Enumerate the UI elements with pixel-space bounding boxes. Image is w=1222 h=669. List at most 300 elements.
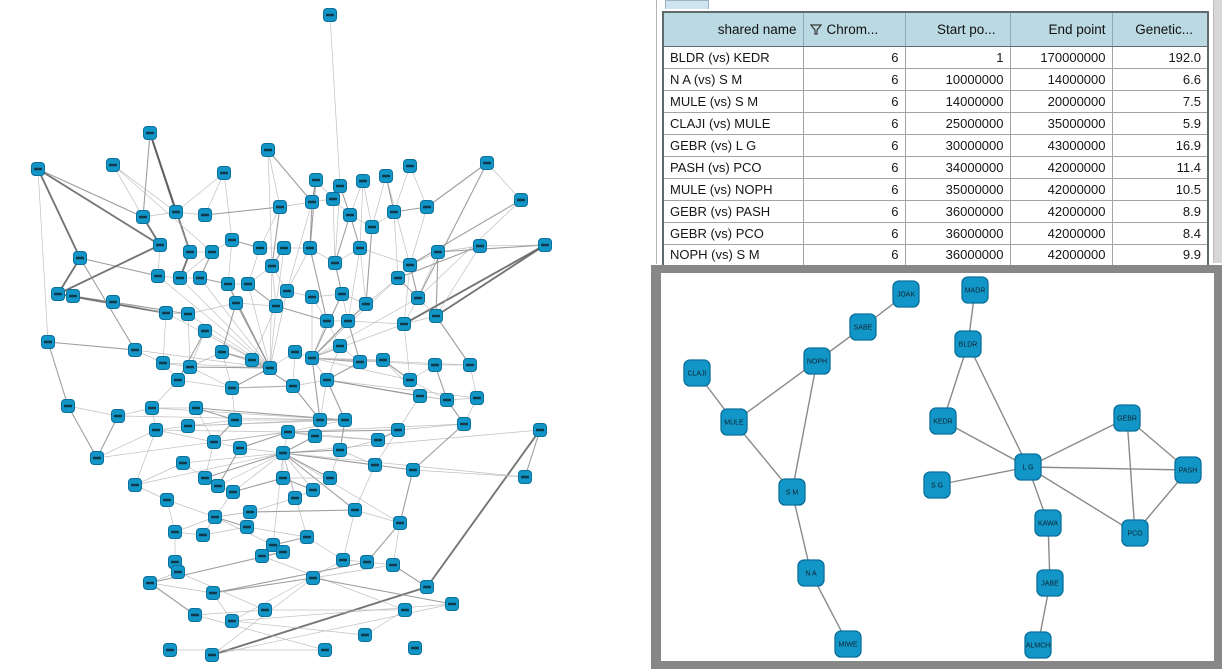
node-label-smudge [199,534,207,537]
network-node[interactable] [404,160,417,173]
network-node[interactable] [779,479,805,505]
network-node[interactable] [270,300,283,313]
table-cell[interactable]: GEBR (vs) PASH [663,200,803,222]
node-label-smudge [186,251,194,254]
node-label-smudge [279,452,287,455]
network-node[interactable] [412,292,425,305]
network-node[interactable] [458,418,471,431]
table-row[interactable] [663,156,1208,178]
network-node[interactable] [361,556,374,569]
network-node[interactable] [199,472,212,485]
table-cell[interactable]: 6 [803,222,905,244]
network-node[interactable] [161,494,174,507]
node-label-smudge [326,477,334,480]
network-node[interactable] [259,604,272,617]
network-node[interactable] [177,457,190,470]
network-node[interactable] [262,144,275,157]
network-node[interactable] [144,577,157,590]
network-node[interactable] [446,598,459,611]
node-label-smudge [346,214,354,217]
table-cell[interactable]: NOPH (vs) S M [663,244,803,266]
network-node[interactable] [234,442,247,455]
table-cell[interactable]: 34000000 [905,156,1010,178]
network-node[interactable] [154,239,167,252]
table-cell[interactable]: 30000000 [905,134,1010,156]
node-label-smudge [321,649,329,652]
network-node[interactable] [360,298,373,311]
node-label-smudge [303,536,311,539]
network-node[interactable] [227,486,240,499]
network-node[interactable] [310,174,323,187]
network-node[interactable] [1037,570,1063,596]
network-node[interactable] [481,157,494,170]
node-label-smudge [228,620,236,623]
panel-divider [656,0,657,264]
table-cell[interactable]: GEBR (vs) PCO [663,222,803,244]
node-label: SABE [853,324,873,332]
network-node[interactable] [144,127,157,140]
network-node[interactable] [344,209,357,222]
network-node[interactable] [62,400,75,413]
table-cell[interactable]: 35000000 [1010,112,1112,134]
node-label-smudge [163,499,171,502]
network-edge [48,342,68,406]
network-node[interactable] [107,159,120,172]
table-row[interactable] [663,200,1208,222]
network-node[interactable] [172,566,185,579]
node-label-smudge [269,544,277,547]
table-cell[interactable]: 36000000 [905,200,1010,222]
network-node[interactable] [137,211,150,224]
table-row[interactable] [663,68,1208,90]
network-node[interactable] [421,201,434,214]
table-cell[interactable]: 36000000 [905,244,1010,266]
network-node[interactable] [404,259,417,272]
column-header-label: Genetic... [1135,21,1193,37]
network-node[interactable] [321,374,334,387]
network-node[interactable] [190,402,203,415]
network-node[interactable] [329,257,342,270]
network-node[interactable] [392,424,405,437]
network-node[interactable] [1122,520,1148,546]
network-node[interactable] [160,307,173,320]
table-cell[interactable]: GEBR (vs) L G [663,134,803,156]
network-node[interactable] [327,193,340,206]
table-cell[interactable]: N A (vs) S M [663,68,803,90]
node-label-smudge [171,531,179,534]
node-label-smudge [308,296,316,299]
table-cell[interactable]: 6 [803,112,905,134]
network-node[interactable] [182,420,195,433]
network-node[interactable] [377,354,390,367]
network-edge [188,420,320,426]
network-node[interactable] [369,459,382,472]
network-node[interactable] [112,410,125,423]
network-node[interactable] [339,414,352,427]
network-node[interactable] [955,331,981,357]
network-node[interactable] [414,390,427,403]
network-node[interactable] [164,644,177,657]
table-cell[interactable]: 6 [803,156,905,178]
network-node[interactable] [172,374,185,387]
network-node[interactable] [321,315,334,328]
node-label-smudge [371,464,379,467]
column-header-label: End point [1048,21,1106,37]
network-node[interactable] [1025,632,1051,658]
network-node[interactable] [684,360,710,386]
table-cell[interactable]: 8.4 [1112,222,1208,244]
node-label-smudge [423,586,431,589]
network-node[interactable] [184,361,197,374]
table-cell[interactable]: PASH (vs) PCO [663,156,803,178]
network-node[interactable] [515,194,528,207]
network-node[interactable] [182,308,195,321]
network-node[interactable] [274,201,287,214]
network-edge [327,380,477,398]
table-cell[interactable]: 6 [803,68,905,90]
network-node[interactable] [226,234,239,247]
network-edge [333,199,335,263]
table-cell[interactable]: 35000000 [905,178,1010,200]
column-header[interactable] [1010,12,1112,46]
table-cell[interactable]: 6 [803,134,905,156]
network-edge [213,578,313,593]
network-node[interactable] [930,408,956,434]
network-node[interactable] [216,346,229,359]
node-label-smudge [291,351,299,354]
node-label-smudge [228,239,236,242]
network-node[interactable] [307,484,320,497]
table-cell[interactable]: MULE (vs) S M [663,90,803,112]
node-label-smudge [243,526,251,529]
network-node[interactable] [218,167,231,180]
network-node[interactable] [277,472,290,485]
table-cell[interactable]: 192.0 [1112,46,1208,68]
network-node[interactable] [392,272,405,285]
network-node[interactable] [336,288,349,301]
network-node[interactable] [441,394,454,407]
table-cell[interactable]: 6 [803,46,905,68]
table-row[interactable] [663,46,1208,68]
network-node[interactable] [152,270,165,283]
network-node[interactable] [256,550,269,563]
table-cell[interactable]: 5.9 [1112,112,1208,134]
network-node[interactable] [319,644,332,657]
network-node[interactable] [474,240,487,253]
network-node[interactable] [74,252,87,265]
network-node[interactable] [354,242,367,255]
network-node[interactable] [357,175,370,188]
table-cell[interactable]: 20000000 [1010,90,1112,112]
node-label-smudge [231,419,239,422]
node-label: CLAJI [687,370,707,378]
network-edge [312,358,470,365]
table-cell[interactable]: 42000000 [1010,222,1112,244]
network-node[interactable] [334,444,347,457]
node-label-smudge [521,476,529,479]
network-node[interactable] [366,221,379,234]
node-label: BLDR [958,341,978,349]
network-node[interactable] [721,409,747,435]
network-node[interactable] [354,356,367,369]
table-cell[interactable]: 10.5 [1112,178,1208,200]
table-cell[interactable]: 6 [803,90,905,112]
network-node[interactable] [278,242,291,255]
node-label-smudge [146,132,154,135]
network-node[interactable] [129,479,142,492]
network-node[interactable] [893,281,919,307]
node-label: S G [930,482,944,490]
network-node[interactable] [241,521,254,534]
node-label-smudge [208,654,216,657]
table-cell[interactable]: BLDR (vs) KEDR [663,46,803,68]
network-node[interactable] [309,430,322,443]
node-label-smudge [268,265,276,268]
network-node[interactable] [242,278,255,291]
network-node[interactable] [208,436,221,449]
network-node[interactable] [282,426,295,439]
network-node[interactable] [337,554,350,567]
node-label-smudge [308,357,316,360]
table-cell[interactable]: 6 [803,200,905,222]
network-edge [427,430,540,587]
table-row[interactable] [663,112,1208,134]
network-node[interactable] [334,340,347,353]
node-label-smudge [308,201,316,204]
network-node[interactable] [197,529,210,542]
table-scrollbar-track[interactable] [1213,0,1222,263]
network-edge [163,313,166,363]
network-edge [233,453,283,492]
network-node[interactable] [246,354,259,367]
network-edge [313,565,393,578]
node-label-smudge [276,206,284,209]
network-node[interactable] [306,352,319,365]
network-node[interactable] [206,649,219,662]
column-header[interactable] [663,12,803,46]
table-cell[interactable]: 36000000 [905,222,1010,244]
table-cell[interactable]: 170000000 [1010,46,1112,68]
network-node[interactable] [222,278,235,291]
network-node[interactable] [359,629,372,642]
node-label-smudge [291,497,299,500]
network-node[interactable] [1035,510,1061,536]
network-node[interactable] [1015,454,1041,480]
network-node[interactable] [471,392,484,405]
network-node[interactable] [804,348,830,374]
node-label-smudge [411,647,419,650]
table-row[interactable] [663,178,1208,200]
network-node[interactable] [387,559,400,572]
detail-network-canvas[interactable] [661,273,1214,661]
table-cell[interactable]: 42000000 [1010,156,1112,178]
network-node[interactable] [209,511,222,524]
table-cell[interactable]: 42000000 [1010,244,1112,266]
network-node[interactable] [189,609,202,622]
network-edge [968,344,1028,467]
network-node[interactable] [230,297,243,310]
network-node[interactable] [199,209,212,222]
node-label-smudge [272,305,280,308]
network-node[interactable] [534,424,547,437]
network-node[interactable] [850,314,876,340]
table-cell[interactable]: 6 [803,178,905,200]
network-node[interactable] [212,480,225,493]
network-node[interactable] [399,604,412,617]
column-header[interactable] [905,12,1010,46]
network-node[interactable] [432,246,445,259]
network-node[interactable] [1114,405,1140,431]
network-node[interactable] [107,296,120,309]
network-node[interactable] [169,526,182,539]
network-node[interactable] [194,272,207,285]
network-node[interactable] [67,290,80,303]
network-edge [156,430,288,432]
network-node[interactable] [42,336,55,349]
node-label: S M [785,489,799,497]
network-node[interactable] [174,272,187,285]
detail-network-edges [697,290,1188,645]
network-node[interactable] [421,581,434,594]
network-node[interactable] [407,464,420,477]
node-label-smudge [344,320,352,323]
node-label-smudge [336,345,344,348]
node-label-smudge [306,247,314,250]
network-node[interactable] [372,434,385,447]
network-node[interactable] [342,315,355,328]
network-node[interactable] [1175,457,1201,483]
network-node[interactable] [264,362,277,375]
column-header[interactable] [1112,12,1208,46]
network-node[interactable] [539,239,552,252]
network-edge [348,248,360,321]
network-node[interactable] [254,242,267,255]
network-node[interactable] [314,414,327,427]
network-node[interactable] [404,374,417,387]
table-cell[interactable]: 9.9 [1112,244,1208,266]
table-cell[interactable]: 16.9 [1112,134,1208,156]
column-header[interactable] [803,12,905,46]
node-label: MIWE [838,641,858,649]
network-node[interactable] [289,346,302,359]
network-node[interactable] [150,424,163,437]
network-node[interactable] [388,206,401,219]
table-row[interactable] [663,222,1208,244]
network-node[interactable] [519,471,532,484]
node-label-smudge [341,419,349,422]
table-cell[interactable]: 42000000 [1010,200,1112,222]
network-node[interactable] [289,492,302,505]
network-edge [1028,467,1188,470]
node-label: N A [805,570,817,578]
network-node[interactable] [277,546,290,559]
node-label-smudge [218,351,226,354]
network-node[interactable] [962,277,988,303]
network-node[interactable] [207,587,220,600]
network-node[interactable] [146,402,159,415]
network-node[interactable] [835,631,861,657]
network-node[interactable] [277,447,290,460]
network-node[interactable] [32,163,45,176]
table-cell[interactable]: 1 [905,46,1010,68]
table-cell[interactable]: 14000000 [905,90,1010,112]
node-label-smudge [246,511,254,514]
network-node[interactable] [334,180,347,193]
network-node[interactable] [409,642,422,655]
table-cell[interactable]: 42000000 [1010,178,1112,200]
node-label-smudge [396,522,404,525]
table-cell[interactable]: 14000000 [1010,68,1112,90]
node-label-smudge [201,214,209,217]
table-tab-fragment[interactable] [665,0,709,9]
network-node[interactable] [229,414,242,427]
table-cell[interactable]: 8.9 [1112,200,1208,222]
network-node[interactable] [304,242,317,255]
network-node[interactable] [157,357,170,370]
network-node[interactable] [301,531,314,544]
network-node[interactable] [398,318,411,331]
node-label-smudge [331,262,339,265]
filter-funnel-icon[interactable] [810,24,822,35]
table-cell[interactable]: 43000000 [1010,134,1112,156]
network-node[interactable] [798,560,824,586]
table-row[interactable] [663,90,1208,112]
table-cell[interactable]: 7.5 [1112,90,1208,112]
table-cell[interactable]: 10000000 [905,68,1010,90]
table-cell[interactable]: 11.4 [1112,156,1208,178]
network-node[interactable] [380,170,393,183]
node-label-smudge [208,251,216,254]
network-node[interactable] [349,504,362,517]
node-label-smudge [109,164,117,167]
table-cell[interactable]: 6.6 [1112,68,1208,90]
network-node[interactable] [464,359,477,372]
network-node[interactable] [129,344,142,357]
node-label: KEDR [933,418,953,426]
network-node[interactable] [281,285,294,298]
network-node[interactable] [324,472,337,485]
network-node[interactable] [91,452,104,465]
network-node[interactable] [52,288,65,301]
network-node[interactable] [206,246,219,259]
table-cell[interactable]: CLAJI (vs) MULE [663,112,803,134]
network-node[interactable] [429,359,442,372]
network-node[interactable] [324,9,337,22]
network-node[interactable] [924,472,950,498]
network-edge [38,169,48,342]
table-cell[interactable]: MULE (vs) NOPH [663,178,803,200]
column-header-label: Start po... [936,21,996,37]
network-node[interactable] [306,196,319,209]
table-cell[interactable]: 6 [803,244,905,266]
network-node[interactable] [307,572,320,585]
network-node[interactable] [226,382,239,395]
network-node[interactable] [394,517,407,530]
table-row[interactable] [663,134,1208,156]
table-row[interactable] [663,244,1208,266]
table-cell[interactable]: 25000000 [905,112,1010,134]
network-node[interactable] [287,380,300,393]
network-node[interactable] [199,325,212,338]
network-node[interactable] [306,291,319,304]
network-node[interactable] [170,206,183,219]
network-node[interactable] [226,615,239,628]
node-label: KAWA [1037,520,1059,528]
network-node[interactable] [266,260,279,273]
network-node[interactable] [244,506,257,519]
network-node[interactable] [184,246,197,259]
network-node[interactable] [430,310,443,323]
